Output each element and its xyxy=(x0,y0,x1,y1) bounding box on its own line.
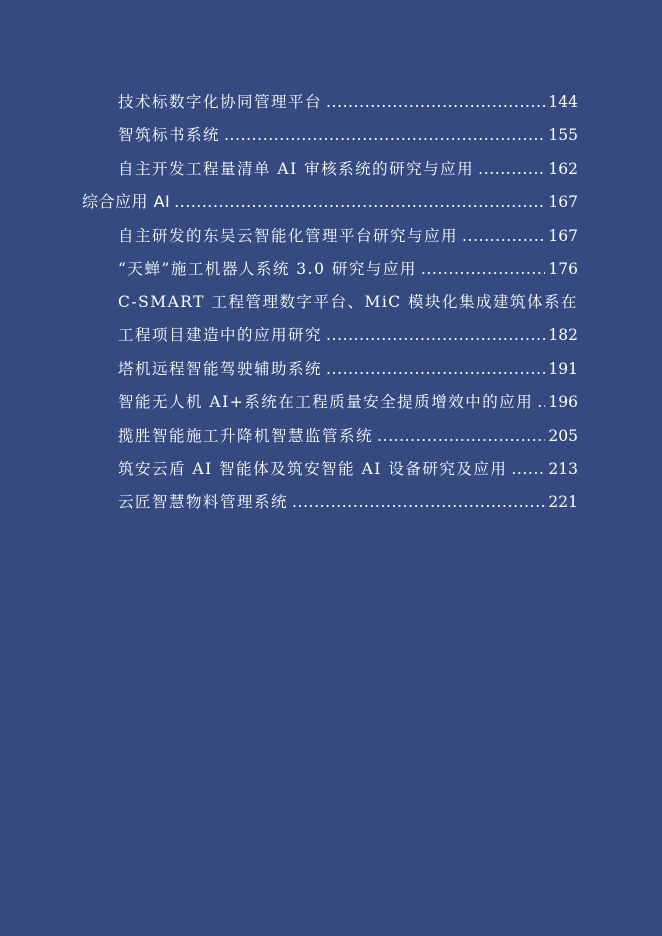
toc-leader-dots xyxy=(462,224,545,248)
toc-entry-page: 221 xyxy=(548,493,578,511)
toc-entry-page: 144 xyxy=(548,93,578,111)
toc-leader-dots xyxy=(537,390,545,414)
toc-entry-page: 196 xyxy=(548,393,578,411)
toc-entry-page: 213 xyxy=(548,460,578,478)
toc-entry[interactable] xyxy=(118,257,578,281)
toc-entry-title: 筑安云盾 AI 智能体及筑安智能 AI 设备研究及应用 xyxy=(118,460,508,478)
toc-entry[interactable] xyxy=(118,457,578,481)
toc-entry-page: 167 xyxy=(548,193,578,211)
toc-entry-page: 176 xyxy=(548,260,578,278)
toc-entry-title: 云匠智慧物料管理系统 xyxy=(118,493,289,511)
toc-leader-dots xyxy=(292,490,545,514)
toc-entry[interactable] xyxy=(118,123,578,147)
toc-leader-dots xyxy=(326,323,545,347)
toc-entry-title: 自主研发的东吴云智能化管理平台研究与应用 xyxy=(118,227,459,245)
toc-entry[interactable] xyxy=(118,424,578,448)
toc-entry-title: 智筑标书系统 xyxy=(118,126,221,144)
toc-leader-dots xyxy=(224,123,545,147)
toc-entry[interactable] xyxy=(118,357,578,381)
toc-entry[interactable] xyxy=(118,224,578,248)
toc-entry[interactable] xyxy=(118,323,578,347)
toc-entry-title: 智能无人机 AI+系统在工程质量安全提质增效中的应用 xyxy=(118,393,534,411)
toc-leader-dots xyxy=(326,90,545,114)
toc-section-entry[interactable] xyxy=(82,190,578,214)
toc-leader-dots xyxy=(377,424,545,448)
toc-leader-dots xyxy=(478,157,545,181)
toc-entry-title: 自主开发工程量清单 AI 审核系统的研究与应用 xyxy=(118,160,475,178)
toc-leader-dots xyxy=(174,190,545,214)
toc-entry-page: 205 xyxy=(548,427,578,445)
toc-leader-dots xyxy=(511,457,545,481)
toc-leader-dots xyxy=(326,357,545,381)
toc-entry-page: 162 xyxy=(548,160,578,178)
toc-entry-title-line2: 工程项目建造中的应用研究 xyxy=(118,326,323,344)
toc-entry-page: 191 xyxy=(548,360,578,378)
toc-section-title: 综合应用 AI xyxy=(82,192,171,211)
toc-entry[interactable] xyxy=(118,90,578,114)
toc-entry-page: 167 xyxy=(548,227,578,245)
toc-entry-title: “天蝉”施工机器人系统 3.0 研究与应用 xyxy=(118,260,417,278)
toc-leader-dots xyxy=(421,257,546,281)
toc-entry-title-line1[interactable]: C-SMART 工程管理数字平台、MiC 模块化集成建筑体系在 xyxy=(118,293,579,311)
toc-entry-title: 塔机远程智能驾驶辅助系统 xyxy=(118,360,323,378)
toc-entry[interactable] xyxy=(118,157,578,181)
toc-entry-title: 揽胜智能施工升降机智慧监管系统 xyxy=(118,427,374,445)
toc-entry-page: 182 xyxy=(548,326,578,344)
toc-entry-page: 155 xyxy=(548,126,578,144)
toc-entry-title: 技术标数字化协同管理平台 xyxy=(118,93,323,111)
toc-entry[interactable] xyxy=(118,390,578,414)
toc-entry[interactable] xyxy=(118,490,578,514)
